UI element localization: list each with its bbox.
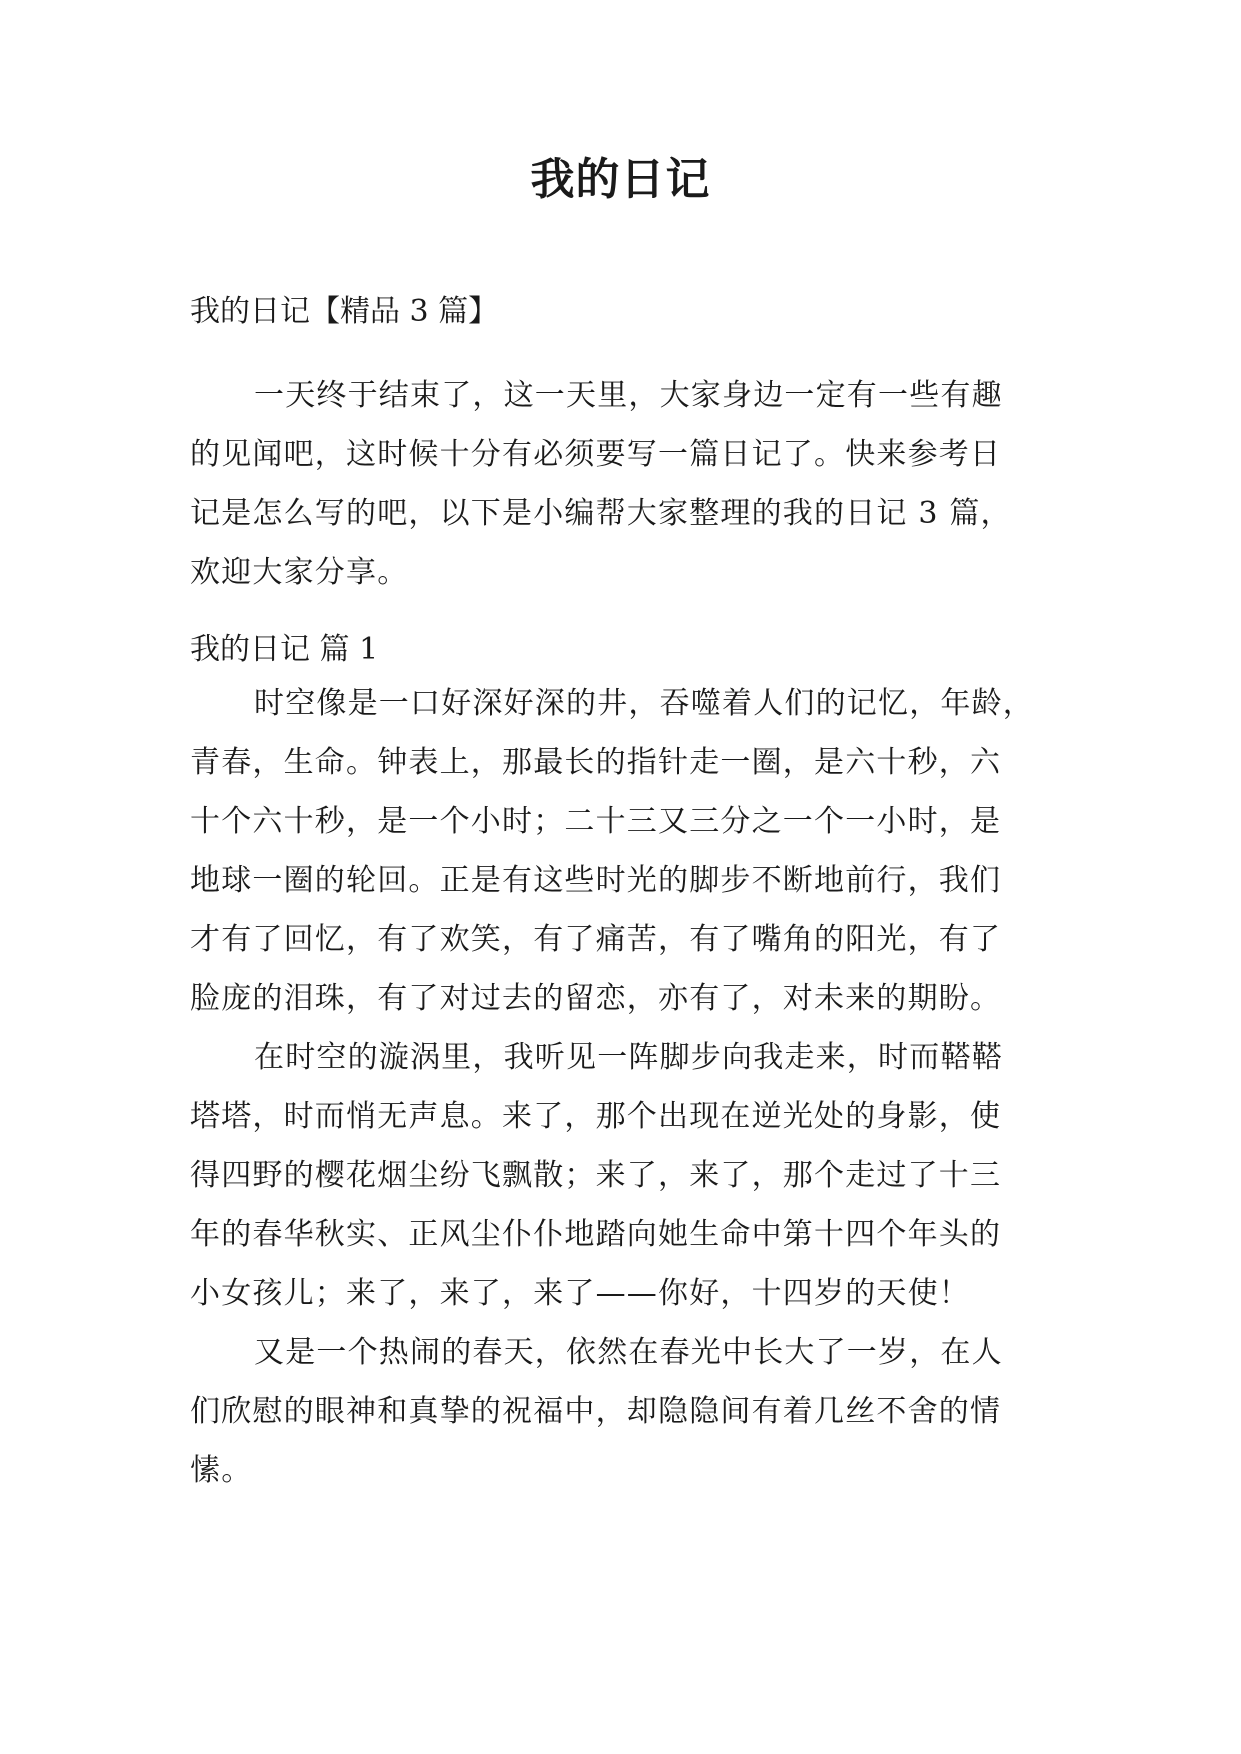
paragraph-line: 们欣慰的眼神和真挚的祝福中，却隐隐间有着几丝不舍的情: [190, 1394, 1002, 1429]
intro-line: 的见闻吧，这时候十分有必须要写一篇日记了。快来参考日: [190, 437, 1002, 472]
paragraph-line: 愫。: [190, 1453, 253, 1488]
intro-line: 欢迎大家分享。: [190, 555, 409, 590]
paragraph-line: 十个六十秒，是一个小时；二十三又三分之一个一小时，是: [190, 804, 1002, 839]
paragraph-line: 塔塔，时而悄无声息。来了，那个出现在逆光处的身影，使: [190, 1099, 1002, 1134]
paragraph-line: 才有了回忆，有了欢笑，有了痛苦，有了嘴角的阳光，有了: [190, 922, 1002, 957]
intro-line: 一天终于结束了，这一天里，大家身边一定有一些有趣: [254, 378, 1003, 413]
document-subtitle: 我的日记【精品 3 篇】: [190, 294, 499, 329]
section-1-paragraph-3: [190, 1323, 1066, 1500]
paragraph-line: 又是一个热闹的春天，依然在春光中长大了一岁，在人: [254, 1335, 1003, 1370]
intro-line: 记是怎么写的吧，以下是小编帮大家整理的我的日记 3 篇，: [190, 496, 1012, 531]
section-1-paragraph-2: [190, 1028, 1066, 1323]
paragraph-line: 在时空的漩涡里，我听见一阵脚步向我走来，时而鞳鞳: [254, 1040, 1003, 1075]
intro-paragraph: [190, 366, 1066, 602]
paragraph-line: 年的春华秋实、正风尘仆仆地踏向她生命中第十四个年头的: [190, 1217, 1002, 1252]
document-title: 我的日记: [530, 154, 711, 205]
section-1-heading: 我的日记 篇 1: [190, 632, 379, 667]
paragraph-line: 脸庞的泪珠，有了对过去的留恋，亦有了，对未来的期盼。: [190, 981, 1002, 1016]
paragraph-line: 地球一圈的轮回。正是有这些时光的脚步不断地前行，我们: [190, 863, 1002, 898]
paragraph-line: 青春，生命。钟表上，那最长的指针走一圈，是六十秒，六: [190, 745, 1002, 780]
section-1-paragraph-1: [190, 674, 1066, 1028]
paragraph-line: 时空像是一口好深好深的井，吞噬着人们的记忆，年龄，: [254, 686, 1034, 721]
paragraph-line: 得四野的樱花烟尘纷飞飘散；来了，来了，那个走过了十三: [190, 1158, 1002, 1193]
paragraph-line: 小女孩儿；来了，来了，来了——你好，十四岁的天使！: [190, 1276, 970, 1311]
